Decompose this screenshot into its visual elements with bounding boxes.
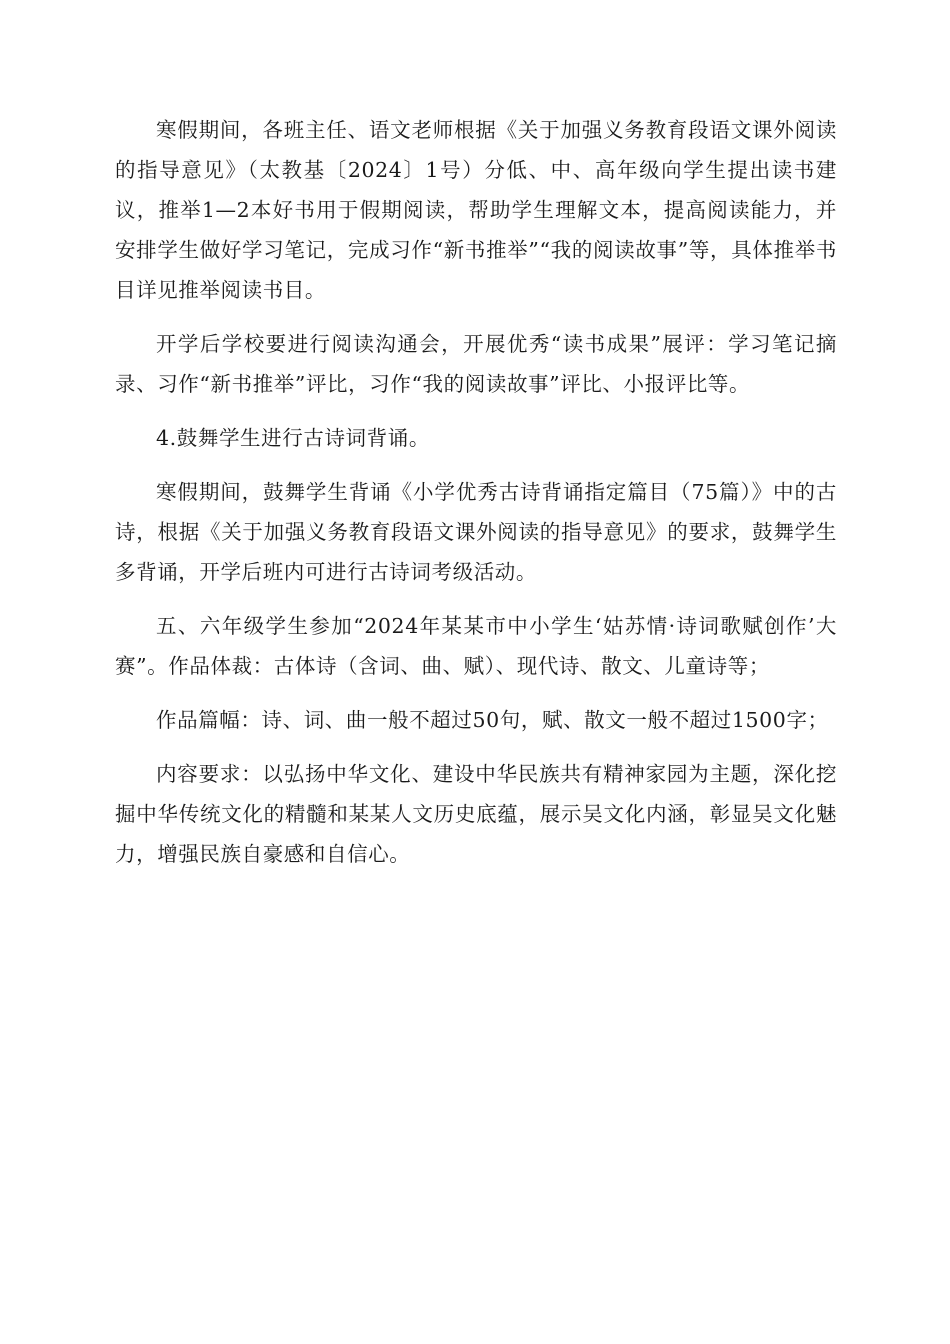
document-body <box>115 110 837 888</box>
paragraph-reading-exchange: 开学后学校要进行阅读沟通会，开展优秀“读书成果”展评：学习笔记摘录、习作“新书推举”评比，习作“我的阅读故事”评比、小报评比等。 <box>115 332 837 396</box>
paragraph-length-requirement: 作品篇幅：诗、词、曲一般不超过50句，赋、散文一般不超过1500字； <box>156 708 829 732</box>
paragraph-poetry-recitation: 寒假期间，鼓舞学生背诵《小学优秀古诗背诵指定篇目（75篇）》中的古诗，根据《关于加强义务教育段语文课外阅读的指导意见》的要求，鼓舞学生多背诵，开学后班内可进行古诗词考级活动。 <box>115 480 837 584</box>
paragraph-competition: 五、六年级学生参加“2024年某某市中小学生‘姑苏情·诗词歌赋创作’大赛”。作品体裁：古体诗（含词、曲、赋）、现代诗、散文、儿童诗等； <box>115 614 837 678</box>
paragraph-content-requirement: 内容要求：以弘扬中华文化、建设中华民族共有精神家园为主题，深化挖掘中华传统文化的精髓和某某人文历史底蕴，展示吴文化内涵，彰显吴文化魅力，增强民族自豪感和自信心。 <box>115 762 837 866</box>
paragraph-winter-reading: 寒假期间，各班主任、语文老师根据《关于加强义务教育段语文课外阅读的指导意见》（太教基〔2024〕1号）分低、中、高年级向学生提出读书建议，推举1—2本好书用于假期阅读，帮助学生理解文本，提高阅读能力，并安排学生做好学习笔记，完成习作“新书推举”“我的阅读故事”等，具体推举书目详见推举阅读书目。 <box>115 118 837 302</box>
paragraph-poetry-heading: 4.鼓舞学生进行古诗词背诵。 <box>156 426 430 450</box>
